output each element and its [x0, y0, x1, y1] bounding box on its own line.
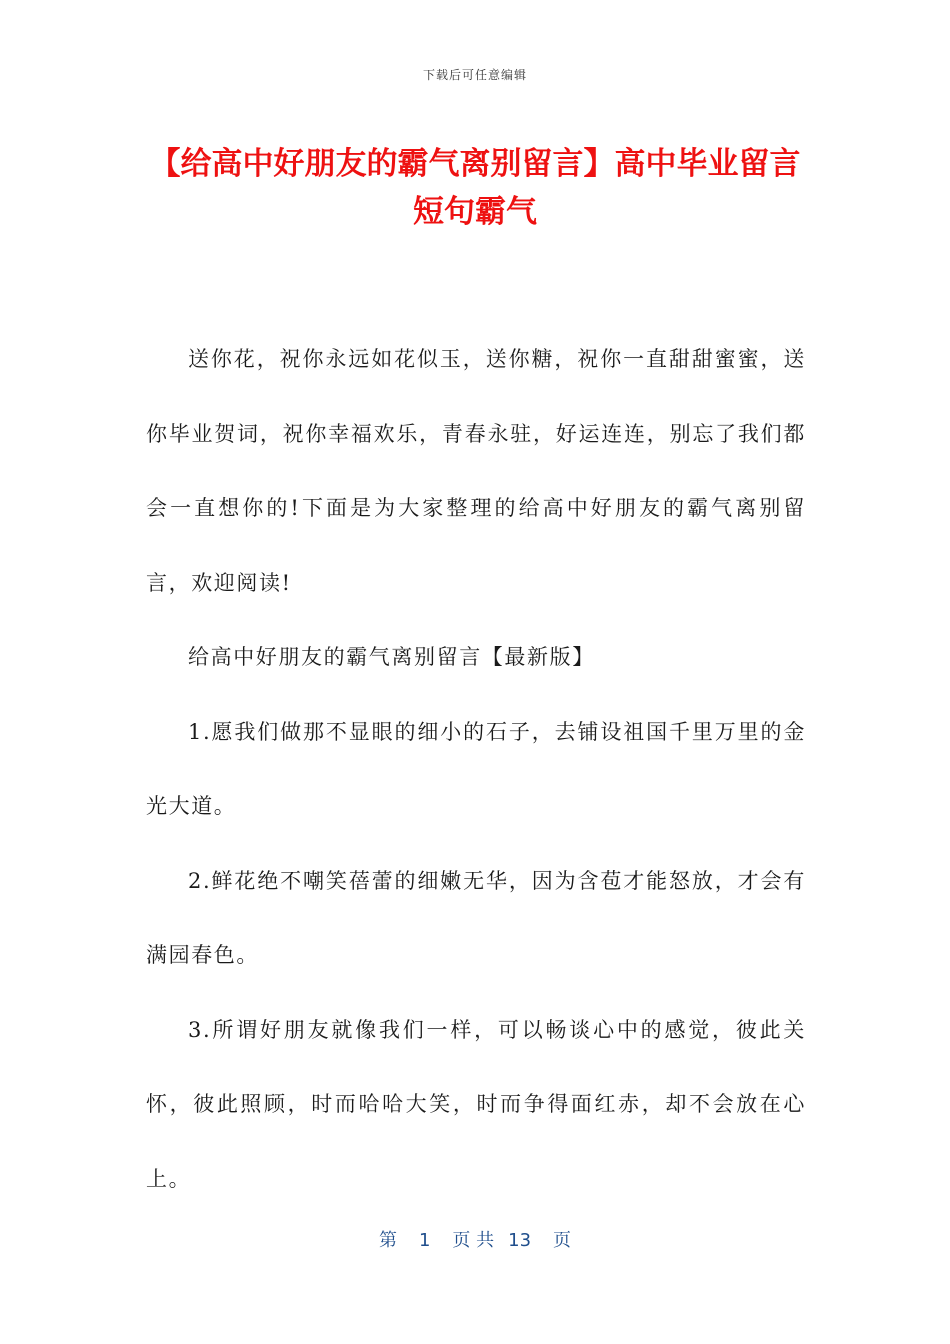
- header-note: 下载后可任意编辑: [422, 68, 527, 82]
- page-label-suffix: 页: [553, 1230, 572, 1251]
- section-heading: 给高中好朋友的霸气离别留言【最新版】: [188, 645, 595, 669]
- document-title: 【给高中好朋友的霸气离别留言】高中毕业留言短句霸气: [149, 146, 801, 230]
- list-item: 2.鲜花绝不嘲笑蓓蕾的细嫩无华，因为含苞才能怒放，才会有满园春色。: [146, 868, 806, 967]
- page-number: 1: [418, 1230, 431, 1251]
- total-pages: 13: [508, 1230, 532, 1251]
- list-item: 3.所谓好朋友就像我们一样，可以畅谈心中的感觉，彼此关怀，彼此照顾，时而哈哈大笑，时而争得面红赤，却不会放在心上。: [146, 1017, 806, 1191]
- intro-paragraph: 送你花，祝你永远如花似玉，送你糖，祝你一直甜甜蜜蜜，送你毕业贺词，祝你幸福欢乐，青春永驻，好运连连，别忘了我们都会一直想你的!下面是为大家整理的给高中好朋友的霸气离别留言，欢迎阅读!: [146, 347, 806, 595]
- page-label-prefix: 第: [378, 1230, 397, 1251]
- page-footer: [0, 1226, 950, 1252]
- page-label-mid: 页 共: [452, 1230, 495, 1251]
- document-body: [146, 322, 806, 1216]
- list-item: 1.愿我们做那不显眼的细小的石子，去铺设祖国千里万里的金光大道。: [146, 719, 806, 818]
